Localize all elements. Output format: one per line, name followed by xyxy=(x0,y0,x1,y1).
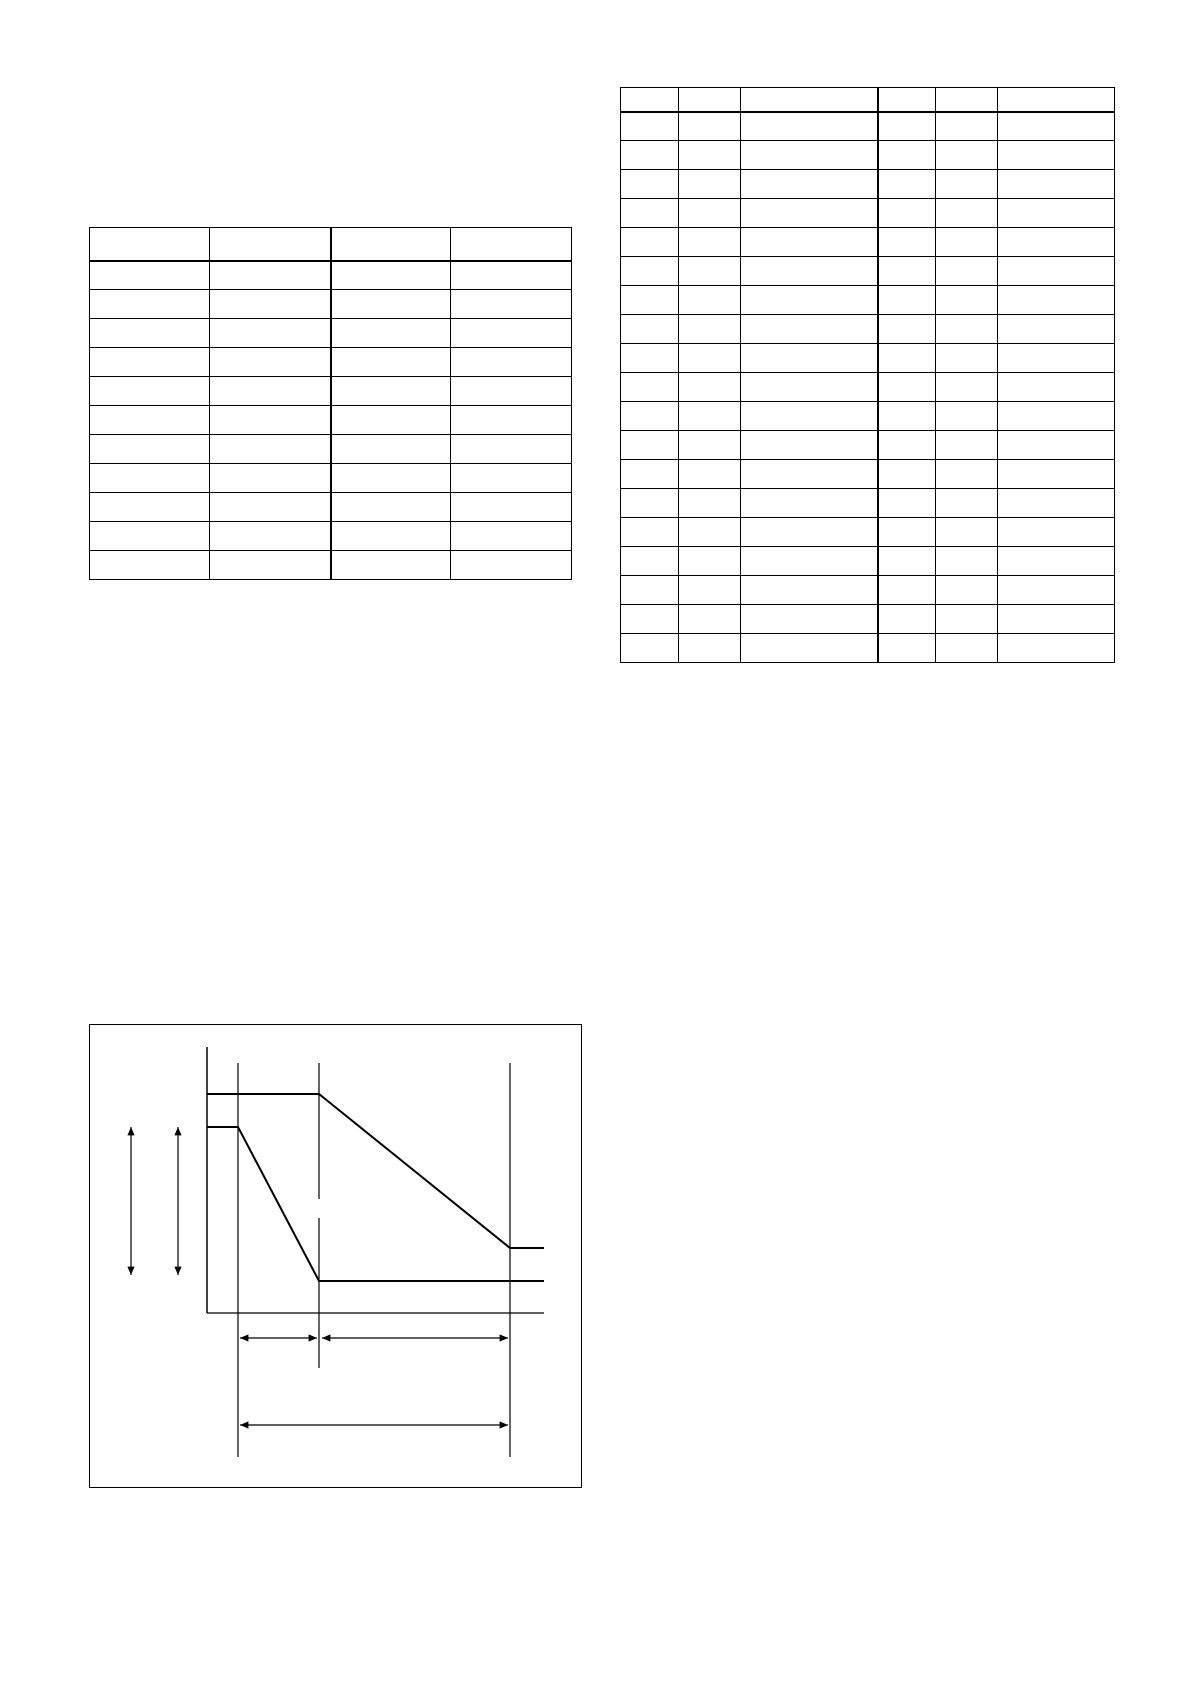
right_table-cell xyxy=(741,315,878,344)
upper-profile xyxy=(207,1094,544,1248)
right_table-cell xyxy=(621,605,679,634)
left_table-row xyxy=(90,290,572,319)
left_table-cell xyxy=(90,261,210,290)
right_table-cell xyxy=(679,605,741,634)
left_table-cell xyxy=(451,228,572,261)
left_table-row xyxy=(90,435,572,464)
left_table-cell xyxy=(331,522,451,551)
right_table-cell xyxy=(878,489,936,518)
right_table-cell xyxy=(679,315,741,344)
left_table-cell xyxy=(331,348,451,377)
left_table-cell xyxy=(331,377,451,406)
lower-profile xyxy=(207,1127,544,1281)
right_table-cell xyxy=(878,518,936,547)
right_table-cell xyxy=(741,257,878,286)
left_table-cell xyxy=(451,348,572,377)
left_table-cell xyxy=(210,319,331,348)
right_table-cell xyxy=(936,634,998,663)
right_table-row xyxy=(621,402,1115,431)
left_table-row xyxy=(90,464,572,493)
right_table-cell xyxy=(998,112,1115,141)
right_table-cell xyxy=(679,141,741,170)
right_table-cell xyxy=(741,576,878,605)
right_table-cell xyxy=(936,228,998,257)
right_table-cell xyxy=(936,576,998,605)
right_table-cell xyxy=(679,402,741,431)
right_table-cell xyxy=(741,141,878,170)
right_table-cell xyxy=(621,315,679,344)
right_table-cell xyxy=(679,228,741,257)
right_table-cell xyxy=(878,141,936,170)
left_table-cell xyxy=(451,377,572,406)
right_table-cell xyxy=(621,576,679,605)
left_table-row xyxy=(90,493,572,522)
right-data-table xyxy=(620,87,1115,663)
right_table-cell xyxy=(878,344,936,373)
right_table-cell xyxy=(998,88,1115,112)
left_table-cell xyxy=(90,435,210,464)
right_table-cell xyxy=(741,112,878,141)
left_table-cell xyxy=(331,464,451,493)
left_table-cell xyxy=(90,228,210,261)
right_table-cell xyxy=(621,228,679,257)
left_table-cell xyxy=(451,551,572,580)
right_table-cell xyxy=(621,431,679,460)
right_table-cell xyxy=(679,170,741,199)
right_table-cell xyxy=(998,199,1115,228)
left_table-cell xyxy=(90,464,210,493)
right_table-cell xyxy=(936,547,998,576)
right_table-cell xyxy=(621,402,679,431)
right_table-row xyxy=(621,634,1115,663)
right_table-cell xyxy=(741,402,878,431)
right_table-cell xyxy=(998,141,1115,170)
right_table-cell xyxy=(679,199,741,228)
right_table-cell xyxy=(878,460,936,489)
left_table-cell xyxy=(451,435,572,464)
right_table-cell xyxy=(878,112,936,141)
right_table-row xyxy=(621,170,1115,199)
right_table-cell xyxy=(936,199,998,228)
left_table-cell xyxy=(90,319,210,348)
right_table-cell xyxy=(621,112,679,141)
right_table-cell xyxy=(621,460,679,489)
right_table-cell xyxy=(998,489,1115,518)
left_table-cell xyxy=(90,551,210,580)
right_table-cell xyxy=(998,431,1115,460)
right_table-cell xyxy=(679,460,741,489)
left-data-table xyxy=(89,227,572,580)
right_table-cell xyxy=(621,141,679,170)
right_table-cell xyxy=(936,344,998,373)
right_table-cell xyxy=(936,402,998,431)
left_table-row xyxy=(90,522,572,551)
right_table-cell xyxy=(998,402,1115,431)
right_table-row xyxy=(621,605,1115,634)
right_table-row xyxy=(621,344,1115,373)
right_table-cell xyxy=(936,431,998,460)
left_table-cell xyxy=(210,261,331,290)
right_table-cell xyxy=(936,460,998,489)
right_table-cell xyxy=(878,605,936,634)
left_table-cell xyxy=(331,228,451,261)
right_table-row xyxy=(621,460,1115,489)
timing-diagram xyxy=(90,1025,583,1489)
right_table-row xyxy=(621,576,1115,605)
right_table-cell xyxy=(679,547,741,576)
right_table-cell xyxy=(621,257,679,286)
left_table-cell xyxy=(451,522,572,551)
right_table-cell xyxy=(679,431,741,460)
right_table-cell xyxy=(936,88,998,112)
right_table-row xyxy=(621,228,1115,257)
right_table-cell xyxy=(621,489,679,518)
right_table-row xyxy=(621,199,1115,228)
left_table-row xyxy=(90,319,572,348)
right_table-cell xyxy=(878,199,936,228)
right_table-cell xyxy=(998,576,1115,605)
right_table-cell xyxy=(878,315,936,344)
left_table-cell xyxy=(90,377,210,406)
right_table-cell xyxy=(878,431,936,460)
right_table-cell xyxy=(998,605,1115,634)
left_table-cell xyxy=(331,319,451,348)
left_table-cell xyxy=(210,377,331,406)
right_table-cell xyxy=(878,547,936,576)
left_table-row xyxy=(90,406,572,435)
left_table-cell xyxy=(210,551,331,580)
right_table-cell xyxy=(741,228,878,257)
left_table-cell xyxy=(210,406,331,435)
right_table-cell xyxy=(998,547,1115,576)
left_table-cell xyxy=(451,261,572,290)
right_table-cell xyxy=(878,373,936,402)
right_table-cell xyxy=(621,170,679,199)
left_table-cell xyxy=(90,522,210,551)
right_table-cell xyxy=(741,460,878,489)
right_table-cell xyxy=(621,547,679,576)
left_table-cell xyxy=(331,290,451,319)
right_table-cell xyxy=(741,373,878,402)
right_table-cell xyxy=(878,286,936,315)
left_table-cell xyxy=(451,464,572,493)
left_table-row xyxy=(90,551,572,580)
right_table-row xyxy=(621,141,1115,170)
right_table-cell xyxy=(679,112,741,141)
right_table-cell xyxy=(679,373,741,402)
right_table-cell xyxy=(741,634,878,663)
right_table-cell xyxy=(936,286,998,315)
left_table-cell xyxy=(90,348,210,377)
right_table-cell xyxy=(878,402,936,431)
right_table-cell xyxy=(679,88,741,112)
right_table-cell xyxy=(936,373,998,402)
right_table-cell xyxy=(741,344,878,373)
right_table-row xyxy=(621,257,1115,286)
right_table-cell xyxy=(878,576,936,605)
left_table-cell xyxy=(451,493,572,522)
right_table-cell xyxy=(679,576,741,605)
timing-diagram-frame xyxy=(89,1024,582,1488)
right_table-cell xyxy=(679,634,741,663)
left_table-row xyxy=(90,377,572,406)
right_table-cell xyxy=(936,518,998,547)
right_table-cell xyxy=(679,518,741,547)
right_table-cell xyxy=(998,373,1115,402)
left_table-cell xyxy=(331,261,451,290)
left_table-header-row xyxy=(90,228,572,261)
right_table-cell xyxy=(741,170,878,199)
left_table-cell xyxy=(451,319,572,348)
right_table-cell xyxy=(621,373,679,402)
left_table-cell xyxy=(210,522,331,551)
right_table-cell xyxy=(621,286,679,315)
left_table-cell xyxy=(210,228,331,261)
right_table-row xyxy=(621,373,1115,402)
right_table-cell xyxy=(741,547,878,576)
right_table-cell xyxy=(998,634,1115,663)
right_table-cell xyxy=(936,257,998,286)
right_table-cell xyxy=(621,88,679,112)
left_table-cell xyxy=(210,290,331,319)
left_table-row xyxy=(90,348,572,377)
right_table-cell xyxy=(679,286,741,315)
right_table-cell xyxy=(998,460,1115,489)
left_table-row xyxy=(90,261,572,290)
right_table-cell xyxy=(741,286,878,315)
right_table-cell xyxy=(741,199,878,228)
left_table-cell xyxy=(331,435,451,464)
right_table-cell xyxy=(621,634,679,663)
left_table-cell xyxy=(331,406,451,435)
right_table-cell xyxy=(621,199,679,228)
right_table-cell xyxy=(621,518,679,547)
right_table-cell xyxy=(679,344,741,373)
left_table-cell xyxy=(210,493,331,522)
left_table-cell xyxy=(331,551,451,580)
right_table-cell xyxy=(998,286,1115,315)
left_table-cell xyxy=(90,493,210,522)
right_table-cell xyxy=(741,88,878,112)
left_table-cell xyxy=(210,435,331,464)
right_table-cell xyxy=(878,257,936,286)
right_table-cell xyxy=(878,634,936,663)
right_table-header-row xyxy=(621,88,1115,112)
right_table-cell xyxy=(741,518,878,547)
right_table-cell xyxy=(936,315,998,344)
right_table-row xyxy=(621,489,1115,518)
right_table-cell xyxy=(621,344,679,373)
left_table-cell xyxy=(90,406,210,435)
right_table-cell xyxy=(936,170,998,199)
right_table-cell xyxy=(998,518,1115,547)
right_table-row xyxy=(621,518,1115,547)
right_table-cell xyxy=(998,228,1115,257)
right_table-cell xyxy=(741,489,878,518)
right_table-cell xyxy=(936,605,998,634)
left_table-cell xyxy=(451,406,572,435)
right_table-cell xyxy=(998,344,1115,373)
left_table-cell xyxy=(90,290,210,319)
right_table-cell xyxy=(878,88,936,112)
right_table-cell xyxy=(741,431,878,460)
right_table-cell xyxy=(936,112,998,141)
right_table-row xyxy=(621,315,1115,344)
right_table-row xyxy=(621,547,1115,576)
right_table-cell xyxy=(998,315,1115,344)
right_table-cell xyxy=(679,257,741,286)
left_table-cell xyxy=(210,348,331,377)
left_table-cell xyxy=(331,493,451,522)
right_table-cell xyxy=(998,170,1115,199)
right_table-cell xyxy=(998,257,1115,286)
left_table-cell xyxy=(210,464,331,493)
right_table-row xyxy=(621,112,1115,141)
right_table-row xyxy=(621,286,1115,315)
right_table-cell xyxy=(679,489,741,518)
left_table-cell xyxy=(451,290,572,319)
right_table-cell xyxy=(878,170,936,199)
right_table-cell xyxy=(878,228,936,257)
right_table-cell xyxy=(741,605,878,634)
right_table-row xyxy=(621,431,1115,460)
right_table-cell xyxy=(936,489,998,518)
right_table-cell xyxy=(936,141,998,170)
